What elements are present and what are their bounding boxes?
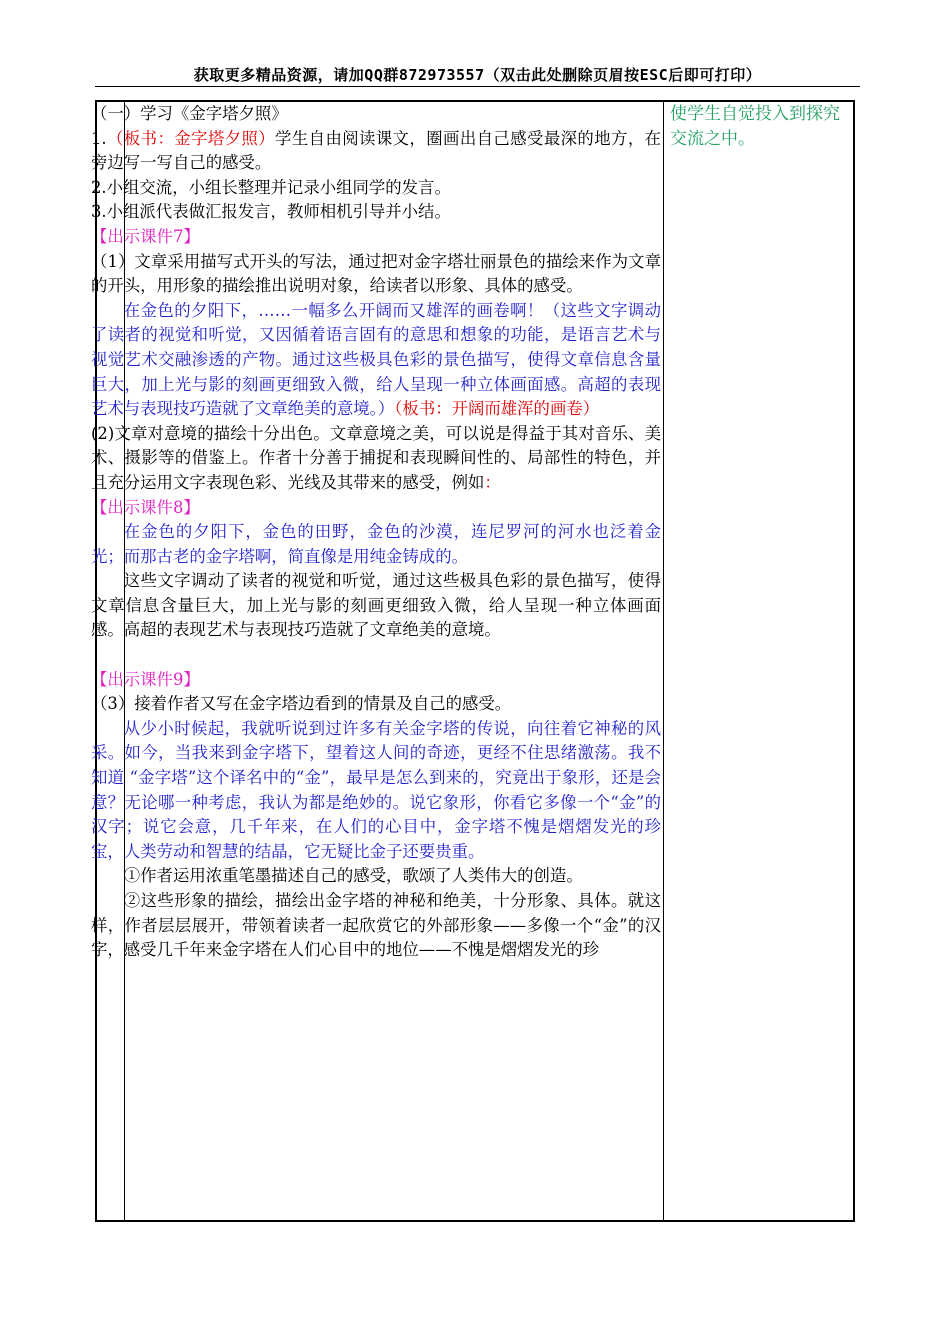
quote-2: 在金色的夕阳下，金色的田野，金色的沙漠，连尼罗河的河水也泛着金光；而那古老的金字塔啊，简直像是用纯金铸成的。 (91, 522, 661, 566)
quote-3: 从少小时候起，我就听说到过许多有关金字塔的传说，向往着它神秘的风采。如今，当我来到金字塔下，望着这人间的奇迹，更经不住思绪激荡。我不知道 “金字塔”这个译名中的“金”，最早是怎么到来的，究竟出于象形，还是会意？无论哪一种考虑，我认为都是绝妙的。说它象形，你看它多像一个“金”的汉字；说它会意，几千年来，在人们的心目中，金字塔不愧是熠熠发光的珍宝，人类劳动和智慧的结晶，它无疑比金子还要贵重。 (91, 718, 661, 861)
point-3: （3）接着作者又写在金字塔边看到的情景及自己的感受。 (91, 694, 512, 714)
sub-point-1: ①作者运用浓重笔墨描述自己的感受，歌颂了人类伟大的创造。 (123, 866, 583, 886)
board-note-2: （板书：开阔而雄浑的画卷） (394, 399, 600, 419)
step-2: 2.小组交流，小组长整理并记录小组同学的发言。 (91, 177, 451, 197)
blank-line (91, 643, 661, 668)
step-3: 3.小组派代表做汇报发言，教师相机引导并小结。 (91, 202, 451, 222)
quote-1-paragraph (91, 299, 661, 422)
slide-7-label: 【出示课件7】 (91, 226, 200, 246)
lesson-content-cell (91, 102, 661, 963)
sub-point-2: ②这些形象的描绘，描绘出金字塔的神秘和绝美，十分形象、具体。就这样，作者层层展开，带领着读者一起欣赏它的外部形象——多像一个“金”的汉字，感受几千年来金字塔在人们心目中的地位——不愧是熠熠发光的珍 (91, 891, 661, 960)
point-2: (2)文章对意境的描绘十分出色。文章意境之美，可以说是得益于其对音乐、美术、摄影等的借鉴上。作者十分善于捕捉和表现瞬间性的、局部性的特色，并且充分运用文字表现色彩、光线及其带来的感受，例如： (91, 423, 661, 492)
slide-8-label: 【出示课件8】 (91, 497, 200, 517)
design-intent-note: 使学生自觉投入到探究交流之中。 (670, 104, 840, 149)
point-1: （1）文章采用描写式开头的写法，通过把对金字塔壮丽景色的描绘来作为文章的开头，用形象的描绘推出说明对象，给读者以形象、具体的感受。 (91, 251, 661, 296)
analysis-2: 这些文字调动了读者的视觉和听觉，通过这些极具色彩的景色描写，使得文章信息含量巨大，加上光与影的刻画更细致入微，给人呈现一种立体画面感。高超的表现艺术与表现技巧造就了文章绝美的意境。 (91, 571, 661, 640)
section-heading: （一）学习《金字塔夕照》 (91, 104, 288, 123)
board-note-1: （板书：金字塔夕照） (106, 128, 276, 148)
step-1: 1.（板书：金字塔夕照）学生自由阅读课文，圈画出自己感受最深的地方，在旁边写一写自己的感受。 (91, 128, 662, 173)
slide-9-label: 【出示课件9】 (91, 669, 200, 689)
column-divider-right (663, 102, 664, 1220)
quote-1: 在金色的夕阳下，……一幅多么开阔而又雄浑的画卷啊！（这些文字调动了读者的视觉和听觉，又因循着语言固有的意思和想象的功能，是语言艺术与视觉艺术交融渗透的产物。通过这些极具色彩的景色描写，使得文章信息含量巨大，加上光与影的刻画更细致入微，给人呈现一种立体画面感。高超的表现艺术与表现技巧造就了文章绝美的意境。） (91, 300, 661, 419)
page-header: 获取更多精品资源，请加QQ群872973557（双击此处删除页眉按ESC后即可打印） (95, 64, 860, 87)
